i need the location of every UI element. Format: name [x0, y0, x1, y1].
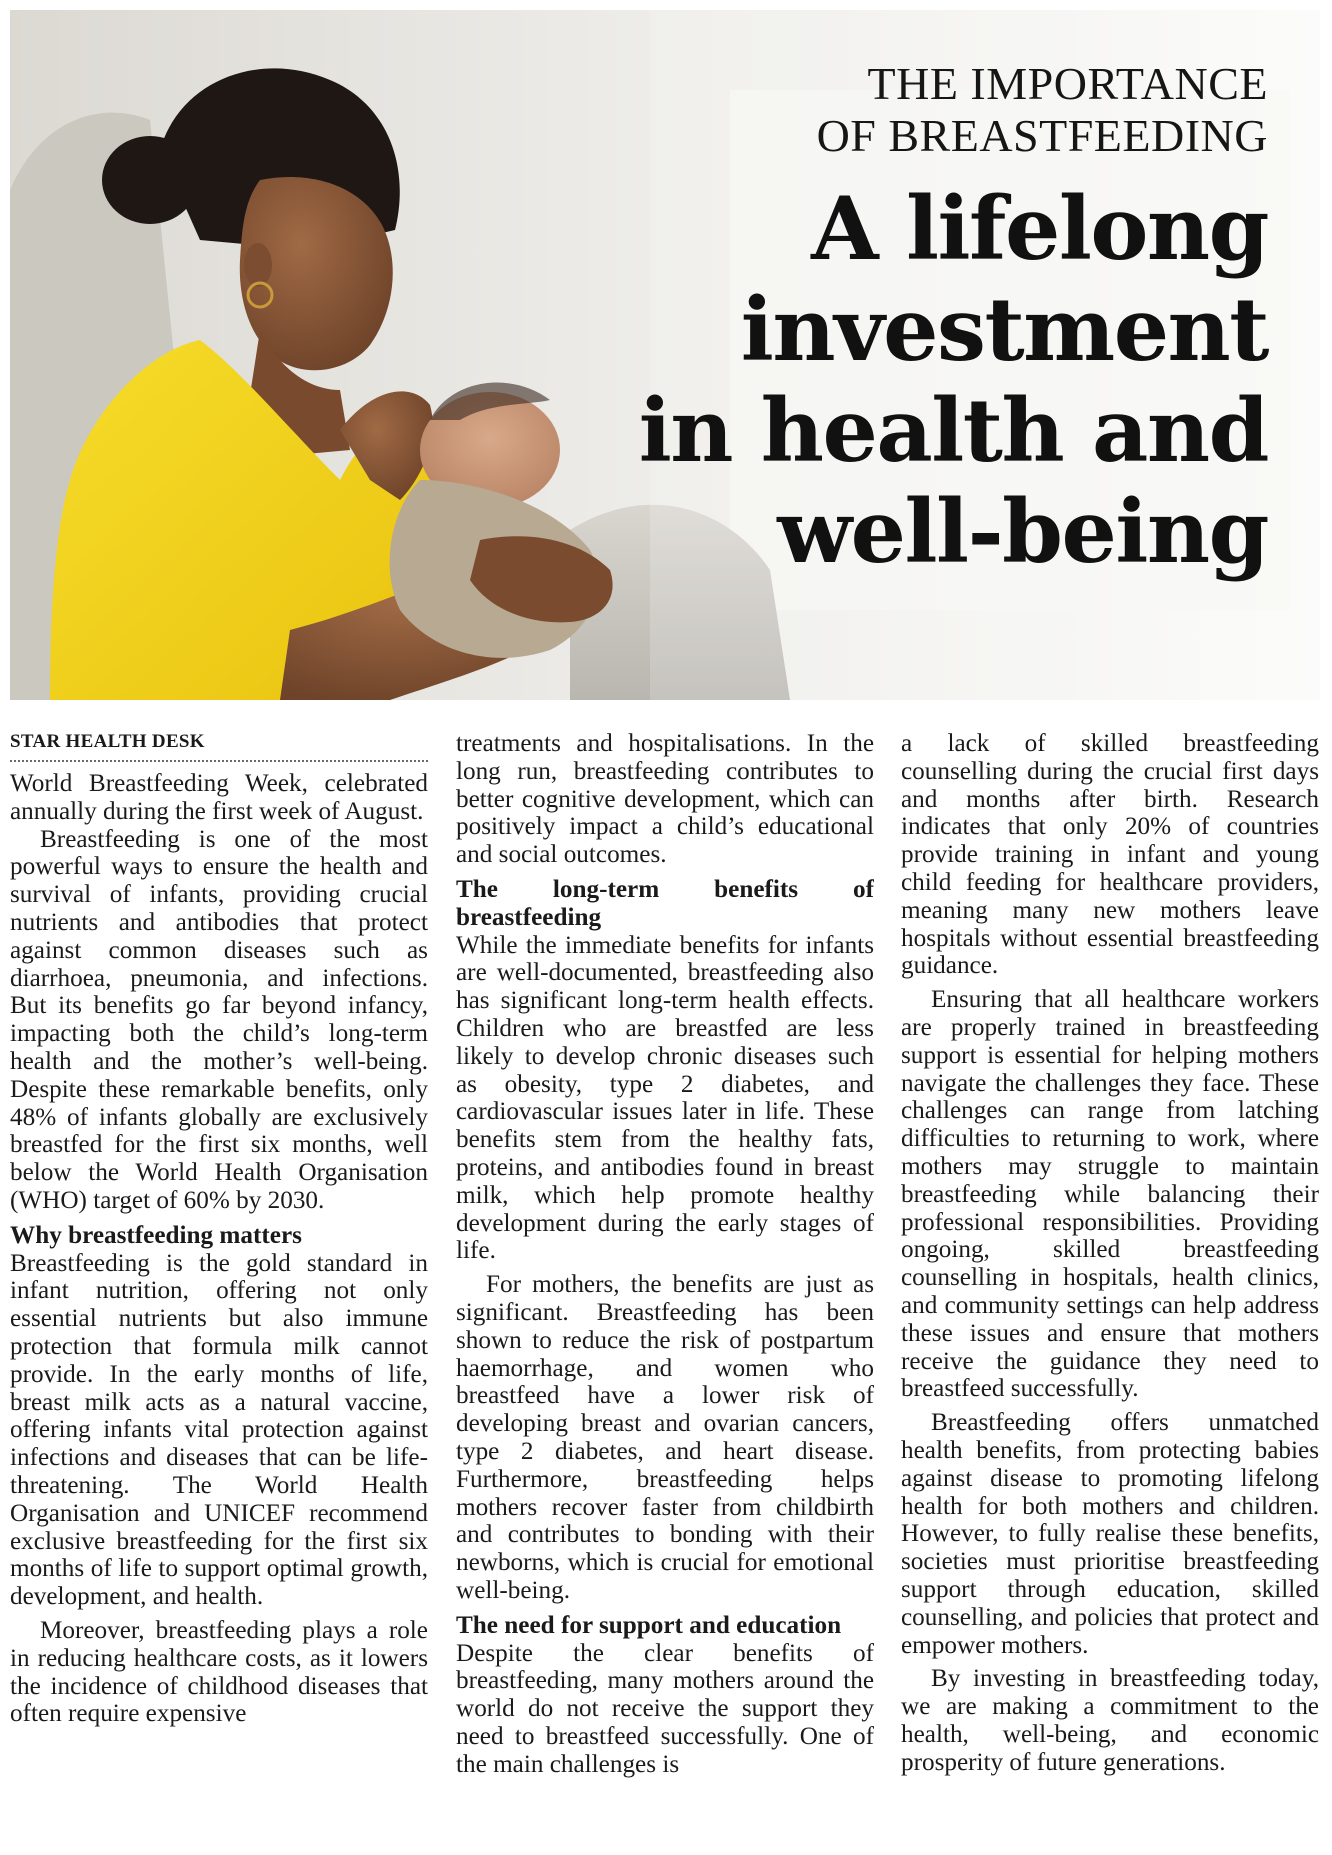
paragraph: Despite the clear benefits of breastfeeding, many mothers around the world do not receive the support they need to breastfeed successfully. One of the main challenges is — [456, 1639, 874, 1778]
headline-line-3: in health and — [638, 379, 1268, 482]
headline-line-2: investment — [740, 278, 1268, 381]
subheading-why-breastfeeding-matters: Why breastfeeding matters — [10, 1221, 302, 1249]
article-body — [10, 730, 1322, 1848]
paragraph: Breastfeeding is the gold standard in infant nutrition, offering not only essential nutrients but also immune protection that formula milk cannot provide. In the early months of life, breast milk acts as a natural vaccine, offering infants vital protection against infections and diseases that can be life-threatening. The World Health Organisation and UNICEF recommend exclusive breastfeeding for the first six months of life to support optimal growth, development, and health. — [10, 1249, 428, 1611]
kicker-line-1: THE IMPORTANCE — [867, 58, 1268, 109]
paragraph: Moreover, breastfeeding plays a role in reducing healthcare costs, as it lowers the incidence of childhood diseases that often require expensive — [10, 1616, 428, 1728]
paragraph: Ensuring that all healthcare workers are properly trained in breastfeeding support is essential for helping mothers navigate the challenges they face. These challenges can range from latching difficulties to returning to work, where mothers may struggle to maintain breastfeeding while balancing their professional responsibilities. Providing ongoing, skilled breastfeeding counselling in hospitals, health clinics, and community settings can help address these issues and ensure that mothers receive the guidance they need to breastfeed successfully. — [901, 986, 1319, 1403]
headline — [548, 178, 1268, 582]
subheading-long-term-benefits: The long-term benefits of breastfeeding — [456, 875, 874, 931]
paragraph: While the immediate benefits for infants are well-documented, breastfeeding also has significant long-term health effects. Children who are breastfed are less likely to develop chronic diseases such as obesity, type 2 diabetes, and cardiovascular issues later in life. These benefits stem from the healthy fats, proteins, and antibodies found in breast milk, which help promote healthy development during the early stages of life. — [456, 931, 874, 1265]
headline-line-1: A lifelong — [811, 177, 1268, 280]
article-column-1 — [10, 730, 428, 1848]
paragraph: Breastfeeding offers unmatched health benefits, from protecting babies against disease to promoting lifelong health for both mothers and children. However, to fully realise these benefits, societies must prioritise breastfeeding support through education, skilled counselling, and policies that protect and empower mothers. — [901, 1409, 1319, 1659]
article-column-2 — [456, 730, 874, 1848]
paragraph: By investing in breastfeeding today, we are making a commitment to the health, well-being, and economic prosperity of future generations. — [901, 1665, 1319, 1776]
paragraph: Breastfeeding is one of the most powerful ways to ensure the health and survival of infants, providing crucial nutrients and antibodies that protect against common diseases such as diarrhoea, pneumonia, and infections. But its benefits go far beyond infancy, impacting both the child’s long-term health and the mother’s well-being. Despite these remarkable benefits, only 48% of infants globally are exclusively breastfed for the first six months, well below the World Health Organisation (WHO) target of 60% by 2030. — [10, 825, 428, 1214]
headline-line-4: well-being — [777, 480, 1268, 583]
article-column-3 — [901, 730, 1319, 1848]
kicker-line-2: OF BREASTFEEDING — [816, 110, 1268, 161]
paragraph: treatments and hospitalisations. In the long run, breastfeeding contributes to better cognitive development, which can positively impact a child’s educational and social outcomes. — [456, 730, 874, 869]
paragraph: World Breastfeeding Week, celebrated annually during the first week of August. — [10, 770, 428, 825]
paragraph: For mothers, the benefits are just as significant. Breastfeeding has been shown to reduce the risk of postpartum haemorrhage, and women who breastfeed have a lower risk of developing breast and ovarian cancers, type 2 diabetes, and heart disease. Furthermore, breastfeeding helps mothers recover faster from childbirth and contributes to bonding with their newborns, which is crucial for emotional well-being. — [456, 1271, 874, 1604]
subheading-support-and-education: The need for support and education — [456, 1611, 842, 1639]
section-kicker — [648, 58, 1268, 162]
hero-photo-banner — [10, 10, 1320, 700]
paragraph: a lack of skilled breastfeeding counselling during the crucial first days and months after birth. Research indicates that only 20% of countries provide training in infant and young child feeding for healthcare providers, meaning many new mothers leave hospitals without essential breastfeeding guidance. — [901, 730, 1319, 980]
byline: STAR HEALTH DESK — [10, 730, 428, 762]
